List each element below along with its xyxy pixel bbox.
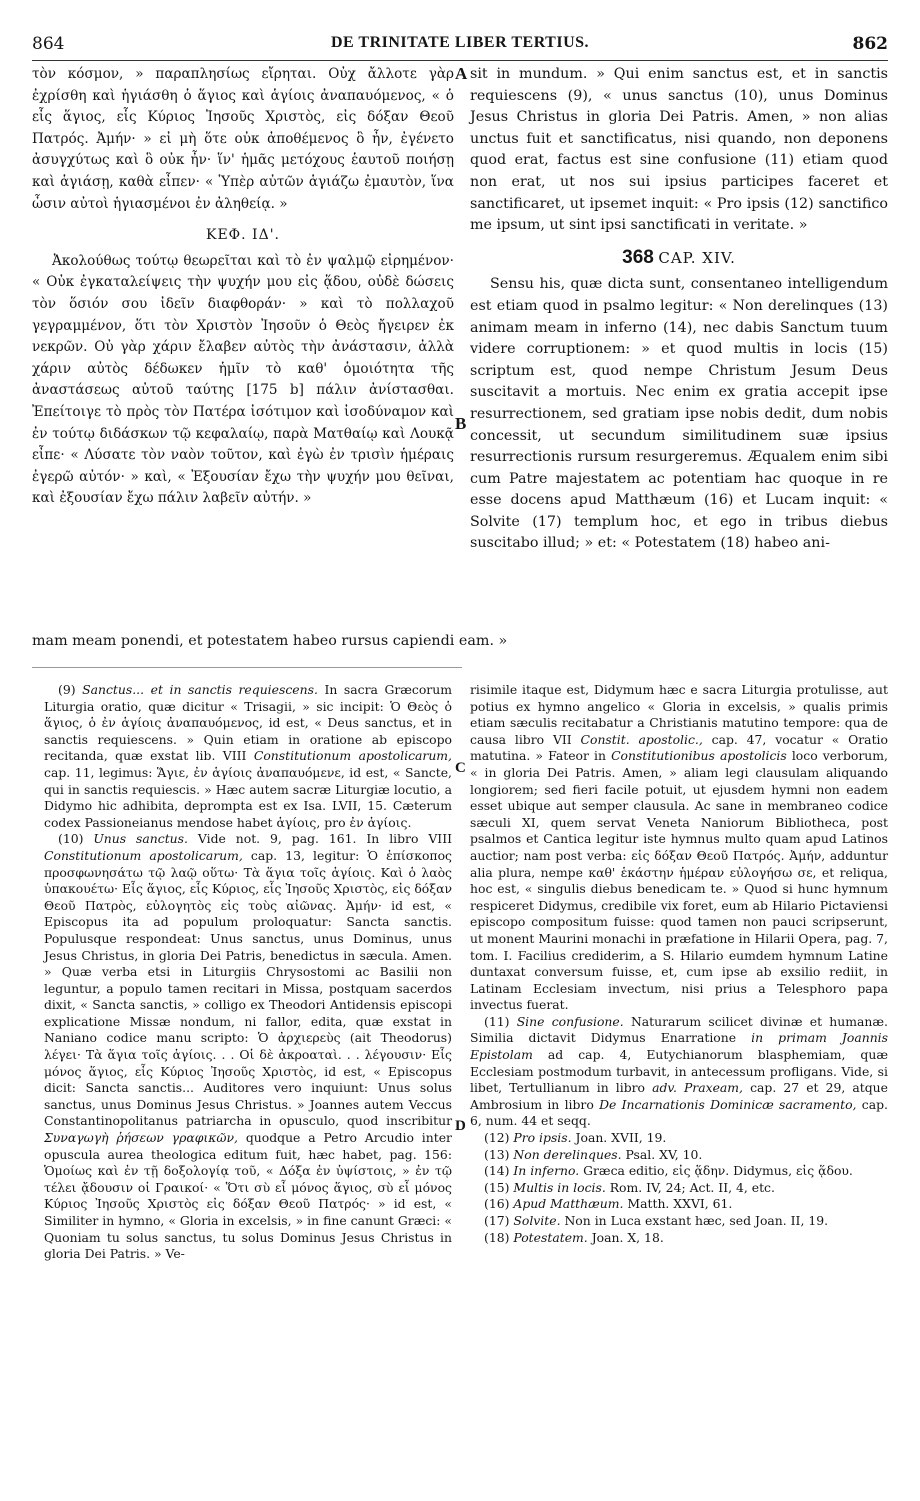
footnote-11: (11) Sine confusione. Naturarum scilicet divinæ et humanæ. Similia dictavit Didymus Enarratione in primam Joannis Epistolam ad cap. 4, Eutychianorum blasphemiam, quæ Ecclesiam postmodum turbavit, in antecessum profligans. Vide, si libet, Tertullianum in libro adv. Praxeam, cap. 27 et 29, atque Ambrosium in libro De Incarnationis Dominicæ sacramento, cap. 6, num. 44 et seqq. <box>470 1013 888 1129</box>
page-number-left: 864 <box>32 34 65 54</box>
footnote-10: (10) Unus sanctus. Vide not. 9, pag. 161. In libro VIII Constitutionum apostolicarum, cap. 13, legitur: Ὁ ἐπίσκοπος προσφωνησάτω τῷ λαῷ οὕτω· Τὰ ἅγια τοῖς ἁγίοις. Καὶ ὁ λαὸς ὑπακουέτω· Εἷς ἅγιος, εἷς Κύριος, εἷς Ἰησοῦς Χριστὸς, εἰς δόξαν Θεοῦ Πατρὸς, εὐλογητὸς εἰς τοὺς αἰῶνας. Ἀμήν· id est, « Episcopus ita ad populum proloquatur: Sancta sanctis. Populusque respondeat: Unus sanctus, unus Dominus, unus Jesus Christus, in gloria Dei Patris, benedictus in sæcula. Amen. » Quæ verba etsi in Liturgiis Chrysostomi ac Basilii non leguntur, a populo tamen recitari in Missa, postquam sacerdos dixit, « Sancta sanctis, » colligo ex Theodori Antidensis episcopi explicatione Missæ nondum, ni fallor, edita, quæ exstat in Naniano codice manu scripto: Ὁ ἀρχιερεὺς (ait Theodorus) λέγει· Τὰ ἅγια τοῖς ἁγίοις. . . Οἱ δὲ ἀκροαταὶ. . . λέγουσιν· Εἷς μόνος ἅγιος, εἷς Κύριος Ἰησοῦς Χριστὸς, id est, « Episcopus dicit: Sancta sanctis... Auditores vero inquiunt: Unus solus sanctus, unus Dominus Jesus Christus. » Joannes autem Veccus Constantinopolitanus patriarcha in opusculo, quod inscribitur Συναγωγὴ ῥήσεων γραφικῶν, quodque a Petro Arcudio inter opuscula aurea theologica editum fuit, hæc habet, pag. 156: Ὁμοίως καὶ ἐν τῇ δοξολογίᾳ τοῦ, « Δόξα ἐν ὑψίστοις, » ἐν τῷ τέλει ᾄδουσιν οἱ Γραικοί· « Ὅτι σὺ εἶ μόνος ἅγιος, σὺ εἶ μόνος Κύριος Ἰησοῦς Χριστὸς εἰς δόξαν Θεοῦ Πατρός· » id est, « Similiter in hymno, « Gloria in excelsis, » in fine canunt Græci: « Quoniam tu solus sanctus, tu solus Dominus Jesus Christus in gloria Dei Patris. » Ve- <box>44 831 452 1262</box>
footnote-18: (18) Potestatem. Joan. X, 18. <box>484 1229 664 1245</box>
footnote-15: (15) Multis in locis. Rom. IV, 24; Act. II, 4, etc. <box>484 1179 775 1195</box>
footnote-12: (12) Pro ipsis. Joan. XVII, 19. <box>484 1130 667 1146</box>
margin-letter-b: B <box>455 414 467 433</box>
latin-text-column <box>470 64 888 555</box>
footnote-13: (13) Non derelinques. Psal. XV, 10. <box>484 1146 703 1162</box>
running-title: DE TRINITATE LIBER TERTIUS. <box>330 34 590 51</box>
full-width-line: mam meam ponendi, et potestatem habeo rursus capiendi eam. » <box>32 633 508 649</box>
margin-letter-a: A <box>455 64 468 83</box>
footnotes-right-column <box>470 682 888 1246</box>
chapter-number: 368 <box>622 246 654 268</box>
latin-chapter-heading <box>470 247 888 271</box>
margin-letter-c: C <box>455 760 466 776</box>
notes-separator <box>32 667 462 668</box>
footnote-10-continued: risimile itaque est, Didymum hæc e sacra Liturgia protulisse, aut potius ex hymno angelico « Gloria in excelsis, » qualis primis etiam sæculis recitabatur a Christianis matutino tempore: qua de causa libro VII Constit. apostolic., cap. 47, vocatur « Oratio matutina. » Fateor in Constitutionibus apostolicis loco verborum, « in gloria Dei Patris. Amen, » aliam legi clausulam aliquando longiorem; sed fieri facile potuit, ut ejusdem hymni non eadem esset ubique aut semper clausula. Ac sane in membraneo codice sæculi XI, quem servat Veneta Naniorum Bibliotheca, post psalmos et Cantica legitur iste hymnus multo quam apud Latinos auctior; nam post verba: εἰς δόξαν Θεοῦ Πατρός. Ἀμήν, adduntur alia plura, nempe καθ' ἑκάστην ἡμέραν εὐλογήσω σε, et reliqua, hoc est, « singulis diebus benedicam te. » Quod si hunc hymnum respiceret Didymus, credibile vix foret, eum ab Hilario Pictaviensi episcopo compositum fuisse: quod tamen non pauci scripserunt, ut monent Maurini monachi in præfatione in Hilarii Opera, pag. 7, tom. I. Facilius crediderim, a S. Hilario eumdem hymnum Latine duntaxat conversum fuisse, et, cum ipse ab exsilio rediit, in Latinam Ecclesiam invectum, nisi prius a Telesphoro papa invectus fuerat. <box>470 682 888 1013</box>
running-header <box>32 34 888 58</box>
greek-paragraph-2: Ἀκολούθως τούτῳ θεωρεῖται καὶ τὸ ἐν ψαλμῷ εἰρημένον· « Οὐκ ἐγκαταλείψεις τὴν ψυχήν μου εἰς ᾅδου, οὐδὲ δώσεις τὸν ὅσιόν σου ἰδεῖν διαφθοράν· » καὶ τὸ πολλαχοῦ γεγραμμένον, ὅτι τὸν Χριστὸν Ἰησοῦν ὁ Θεὸς ἤγειρεν ἐκ νεκρῶν. Οὐ γὰρ χάριν ἔλαβεν αὐτὸς τὴν ἀνάστασιν, ἀλλὰ χάριν αὐτὸς δέδωκεν ἡμῖν τὸ καθ' ὁμοιότητα τῆς ἀναστάσεως αὐτοῦ ταύτης [175 b] πάλιν ἀνίστασθαι. Ἐπείτοιγε τὸ πρὸς τὸν Πατέρα ἰσότιμον καὶ ἰσοδύναμον καὶ ἐν τούτῳ διδάσκων τῷ κεφαλαίῳ, παρὰ Ματθαίῳ καὶ Λουκᾷ εἶπε· « Λύσατε τὸν ναὸν τοῦτον, καὶ ἐγὼ ἐν τρισὶν ἡμέραις ἐγερῶ αὐτόν· » καὶ, « Ἐξουσίαν ἔχω τὴν ψυχήν μου θεῖναι, καὶ ἐξουσίαν ἔχω πάλιν λαβεῖν αὐτήν. » <box>32 252 454 507</box>
footnotes-left-column <box>44 682 452 1263</box>
margin-letter-d: D <box>455 1118 466 1134</box>
footnote-16: (16) Apud Matthæum. Matth. XXVI, 61. <box>484 1196 733 1212</box>
header-rule <box>32 60 888 61</box>
latin-paragraph-1: sit in mundum. » Qui enim sanctus est, et in sanctis requiescens (9), « unus sanctus (10), unus Dominus Jesus Christus in gloria Dei Patris. Amen, » non alias unctus fuit et sanctificatus, nisi quando, non deponens quod erat, factus est sine confusione (11) etiam quod non erat, ut nos sui ipsius participes faceret et sanctificaret, ut ipsemet inquit: « Pro ipsis (12) sanctifico me ipsum, ut sint ipsi sanctificati in veritate. » <box>470 66 888 234</box>
greek-chapter-heading: ΚΕΦ. ΙΔ'. <box>206 227 280 244</box>
footnote-9: (9) Sanctus... et in sanctis requiescens. In sacra Græcorum Liturgia oratio, quæ dicitur « Trisagii, » sic incipit: Ὁ Θεὸς ὁ ἅγιος, ὁ ἐν ἁγίοις ἀναπαυόμενος, id est, « Deus sanctus, et in sanctis requiescens. » Quin etiam in oratione ab episcopo recitanda, quæ exstat lib. VIII Constitutionum apostolicarum, cap. 11, legimus: Ἅγιε, ἐν ἁγίοις ἀναπαυόμενε, id est, « Sancte, qui in sanctis requiescis. » Hæc autem sacræ Liturgiæ locutio, a Didymo hic adhibita, deprompta est ex Isa. LVII, 15. Cæterum codex Passioneianus mendose habet ἁγίοις, pro ἐν ἁγίοις. <box>44 682 452 830</box>
footnote-14: (14) In inferno. Græca editio, εἰς ᾅδην. Didymus, εἰς ᾅδου. <box>484 1163 853 1179</box>
page-number-right: 862 <box>852 34 888 54</box>
greek-text-column <box>32 64 454 510</box>
greek-paragraph-1: τὸν κόσμον, » παραπλησίως εἴρηται. Οὐχ ἄλλοτε γὰρ ἐχρίσθη καὶ ἡγιάσθη ὁ ἅγιος καὶ ἁγίοις ἀναπαυόμενος, « ὁ εἷς ἅγιος, εἷς Κύριος Ἰησοῦς Χριστὸς, εἰς δόξαν Θεοῦ Πατρός. Ἀμήν· » εἰ μὴ ὅτε οὐκ ἀποθέμενος ὃ ἦν, ἐγένετο ἀσυγχύτως καὶ ὃ οὐκ ἦν· ἵν' ἡμᾶς μετόχους ἑαυτοῦ ποιήσῃ καὶ ἁγιάσῃ, καθὰ εἶπεν· « Ὑπὲρ αὐτῶν ἁγιάζω ἐμαυτὸν, ἵνα ὦσιν αὐτοὶ ἡγιασμένοι ἐν ἀληθείᾳ. » <box>32 66 454 212</box>
latin-paragraph-2: Sensu his, quæ dicta sunt, consentaneo intelligendum est etiam quod in psalmo legitur: « Non derelinques (13) animam meam in inferno (14), nec dabis Sanctum tuum videre corruptionem: » et quod multis in locis (15) scriptum est, quod nempe Christum Jesum Deus suscitavit a mortuis. Nec enim ex gratia accepit ipse resurrectionem, sed gratiam ipse nobis dedit, dum nobis concessit, ut secundum similitudinem suæ ipsius resurrectionis rursum resurgeremus. Æqualem enim sibi cum Patre majestatem ac potentiam hac quoque in re esse docens apud Matthæum (16) et Lucam inquit: « Solvite (17) templum hoc, et ego in tribus diebus suscitabo illud; » et: « Potestatem (18) habeo ani- <box>470 276 888 552</box>
chapter-label: CAP. XIV. <box>658 248 736 267</box>
footnote-17: (17) Solvite. Non in Luca exstant hæc, sed Joan. II, 19. <box>484 1213 829 1228</box>
